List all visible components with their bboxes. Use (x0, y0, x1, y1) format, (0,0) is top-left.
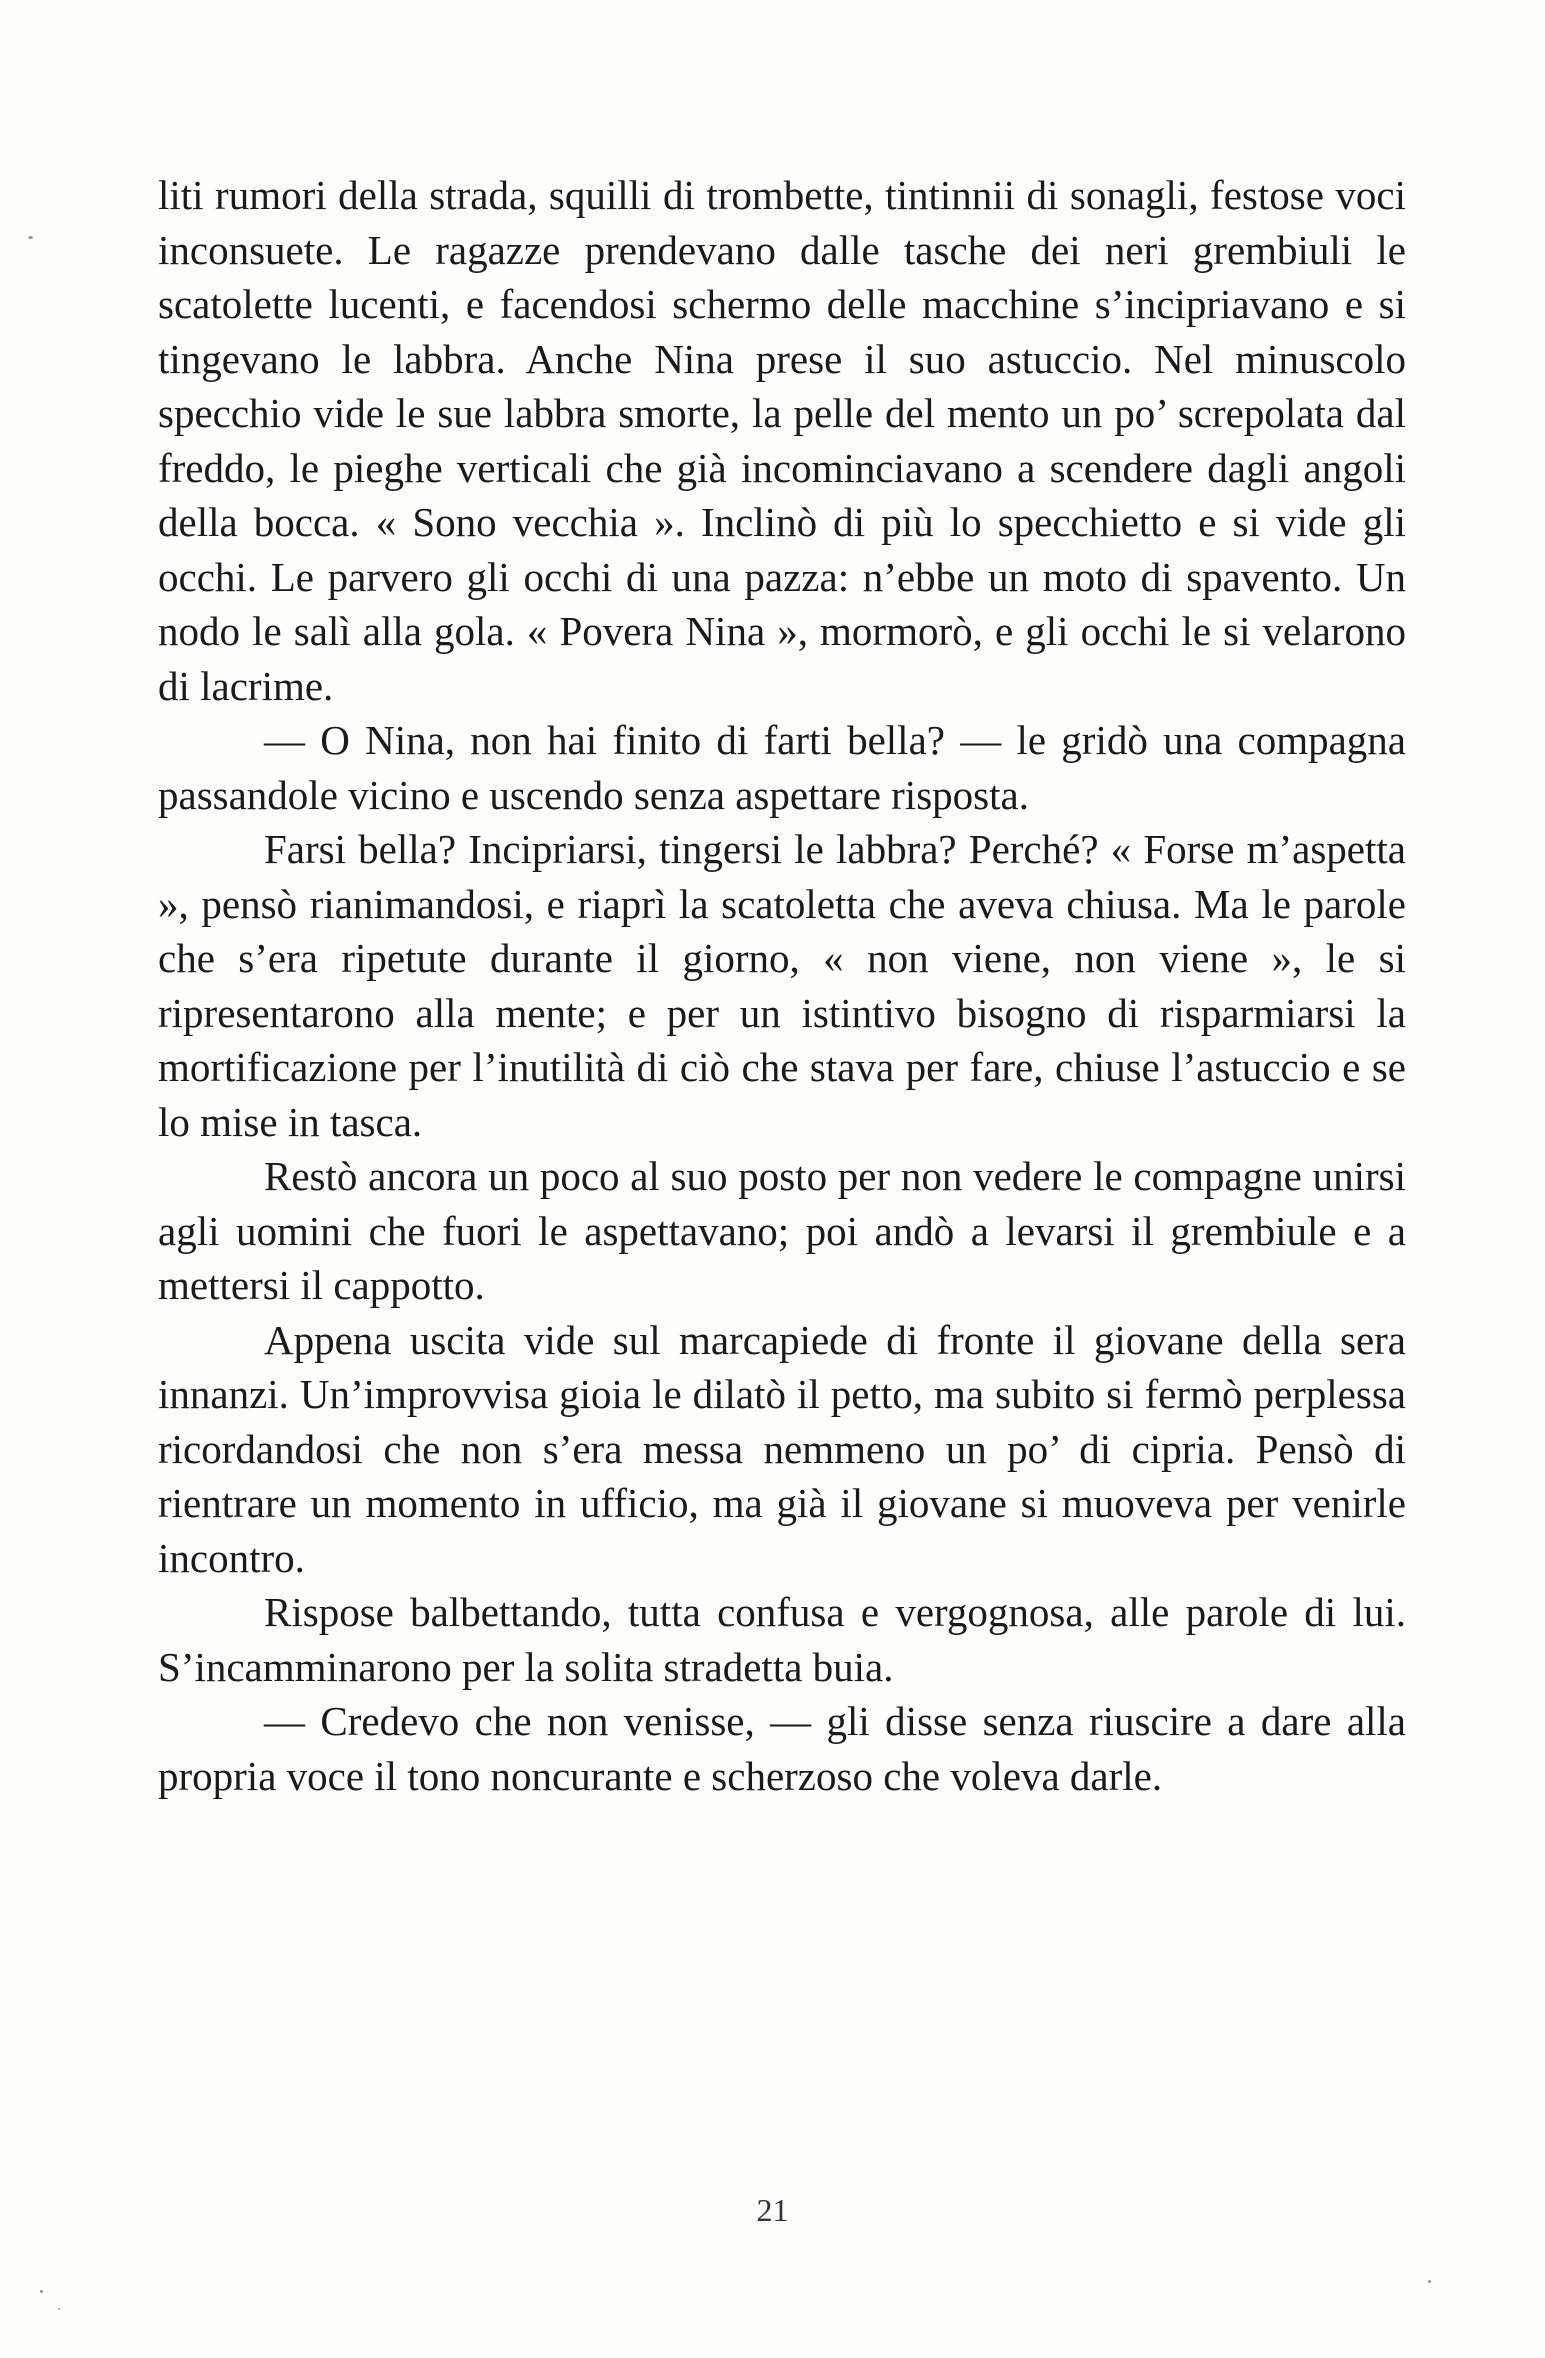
paper-speck (1428, 2280, 1431, 2283)
paragraph-6: Rispose balbettando, tutta confusa e vergognosa, alle parole di lui. S’incamminarono per la solita stradetta buia. (158, 1589, 1406, 1690)
paragraph-1: liti rumori della strada, squilli di trombette, tintinnii di sonagli, festose voci inconsuete. Le ragazze prendevano dalle tasche dei neri grembiuli le scatolette lucenti, e facendosi schermo delle macchine s’incipriavano e si tingevano le labbra. Anche Nina prese il suo astuccio. Nel minuscolo specchio vide le sue labbra smorte, la pelle del mento un po’ screpolata dal freddo, le pieghe verticali che già incominciavano a scendere dagli angoli della bocca. « Sono vecchia ». Inclinò di più lo specchietto e si vide gli occhi. Le parvero gli occhi di una pazza: n’ebbe un moto di spavento. Un nodo le salì alla gola. « Povera Nina », mormorò, e gli occhi le si velarono di lacrime. (158, 172, 1406, 709)
paragraph-7: — Credevo che non venisse, — gli disse senza riuscire a dare alla propria voce il tono noncurante e scherzoso che voleva darle. (158, 1698, 1406, 1799)
paper-speck (40, 2290, 43, 2293)
paper-speck (58, 2308, 60, 2310)
page-number: 21 (756, 2192, 789, 2228)
paragraph-5: Appena uscita vide sul marcapiede di fronte il giovane della sera innanzi. Un’improvvisa gioia le dilatò il petto, ma subito si fermò perplessa ricordandosi che non s’era messa nemmeno un po’ di cipria. Pensò di rientrare un momento in ufficio, ma già il giovane si muoveva per venirle incontro. (158, 1316, 1406, 1581)
paper-speck (28, 236, 33, 239)
paragraph-3: Farsi bella? Incipriarsi, tingersi le labbra? Perché? « Forse m’aspetta », pensò rianimandosi, e riaprì la scatoletta che aveva chiusa. Ma le parole che s’era ripetute durante il giorno, « non viene, non viene », le si ripresentarono alla mente; e per un istintivo bisogno di risparmiarsi la mortificazione per l’inutilità di ciò che stava per fare, chiuse l’astuccio e se lo mise in tasca. (158, 826, 1406, 1145)
body-text (158, 168, 1406, 1803)
paragraph-4: Restò ancora un poco al suo posto per non vedere le compagne unirsi agli uomini che fuori le aspettavano; poi andò a levarsi il grembiule e a mettersi il cappotto. (158, 1153, 1406, 1308)
paragraph-2: — O Nina, non hai finito di farti bella? — le gridò una compagna passandole vicino e uscendo senza aspettare risposta. (158, 717, 1406, 818)
